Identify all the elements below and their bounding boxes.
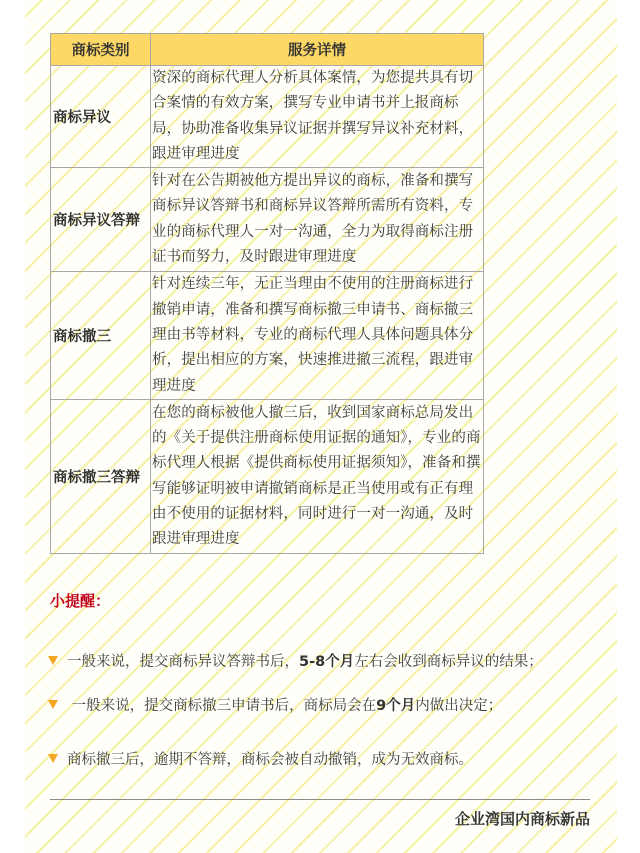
row-detail: 针对在公告期被他方提出异议的商标，准备和撰写商标异议答辩书和商标异议答辩所需所有资料，专业的商标代理人一对一沟通，全力为取得商标注册证书而努力，及时跟进审理进度 [151, 168, 484, 272]
footer-divider [50, 799, 590, 800]
tip-text-before: 商标撤三后，逾期不答辩，商标会被自动撤销，成为无效商标。 [67, 752, 473, 768]
footer-signature: 企业湾国内商标新品 [454, 810, 590, 828]
row-detail: 针对连续三年，无正当理由不使用的注册商标进行撤销申请，准备和撰写商标撤三申请书、商标撤三理由书等材料，专业的商标代理人具体问题具体分析，提出相应的方案，快速推进撤三流程，跟进审理进度 [151, 272, 484, 400]
tip-text-before: 一般来说，提交商标撤三申请书后，商标局会在 [67, 698, 377, 714]
tip-text-bold: 5-8个月 [299, 654, 355, 670]
header-category: 商标类别 [51, 34, 151, 66]
triangle-bullet-icon [48, 700, 58, 709]
table-row [51, 66, 484, 168]
table-row [51, 272, 484, 400]
triangle-bullet-icon [48, 656, 58, 665]
header-detail: 服务详情 [151, 34, 484, 66]
row-detail: 资深的商标代理人分析具体案情，为您提共具有切合案情的有效方案，撰写专业申请书并上报商标局，协助准备收集异议证据并撰写异议补充材料，跟进审理进度 [151, 66, 484, 168]
tip-item [48, 748, 473, 769]
tip-item [48, 694, 502, 715]
tip-text-bold: 9个月 [376, 698, 416, 714]
tip-item [48, 650, 543, 671]
row-category: 商标撤三答辩 [51, 400, 151, 554]
row-category: 商标异议答辩 [51, 168, 151, 272]
tips-title: 小提醒： [50, 592, 111, 610]
table-row [51, 168, 484, 272]
row-detail: 在您的商标被他人撤三后，收到国家商标总局发出的《关于提供注册商标使用证据的通知》，专业的商标代理人根据《提供商标使用证据须知》，准备和撰写能够证明被申请撤销商标是正当使用或有正有理由不使用的证据材料，同时进行一对一沟通，及时跟进审理进度 [151, 400, 484, 554]
triangle-bullet-icon [48, 754, 58, 763]
service-table [50, 33, 484, 554]
tip-text-after: 左右会收到商标异议的结果； [354, 654, 543, 670]
row-category: 商标异议 [51, 66, 151, 168]
row-category: 商标撤三 [51, 272, 151, 400]
tip-text-after: 内做出决定； [415, 698, 503, 714]
tip-text-before: 一般来说，提交商标异议答辩书后， [67, 654, 299, 670]
table-header-row [51, 34, 484, 66]
table-row [51, 400, 484, 554]
